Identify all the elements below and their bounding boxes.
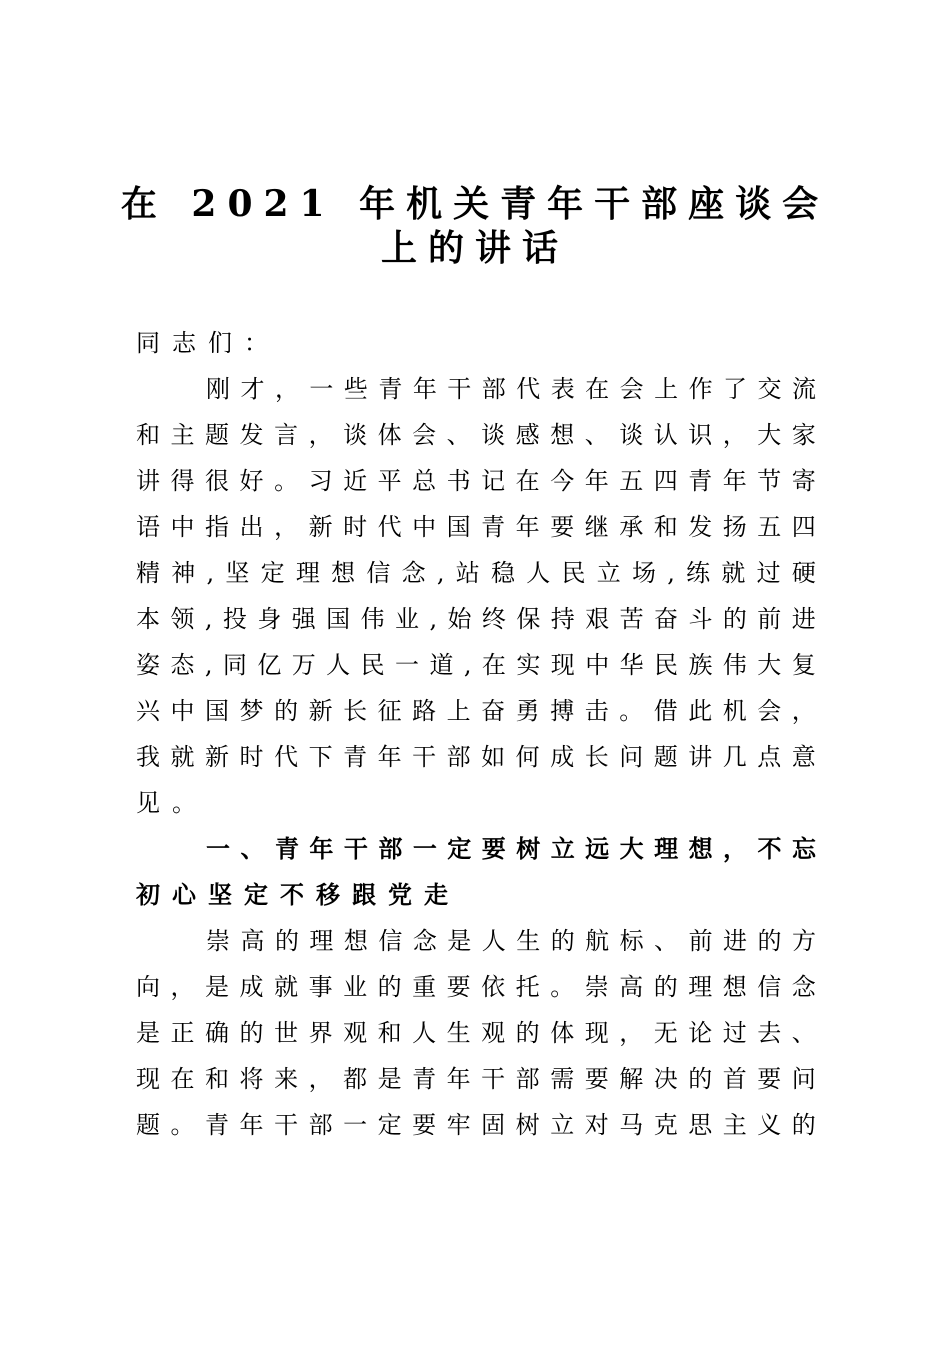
paragraph-line: 精 神 , 坚 定 理 想 信 念 , 站 稳 人 民 立 场 , 练 就 过 硬 bbox=[136, 559, 816, 587]
paragraph-line: 向 ， 是 成 就 事 业 的 重 要 依 托 。 崇 高 的 理 想 信 念 bbox=[136, 973, 816, 1001]
paragraph-line: 见 。 bbox=[136, 789, 196, 817]
paragraph-line: 姿 态 , 同 亿 万 人 民 一 道 , 在 实 现 中 华 民 族 伟 大 复 bbox=[136, 651, 816, 679]
paragraph-line: 是 正 确 的 世 界 观 和 人 生 观 的 体 现 ， 无 论 过 去 、 bbox=[136, 1019, 816, 1047]
section-heading-line: 一 、 青 年 干 部 一 定 要 树 立 远 大 理 想 ， 不 忘 bbox=[206, 835, 816, 863]
paragraph-line: 题 。 青 年 干 部 一 定 要 牢 固 树 立 对 马 克 思 主 义 的 bbox=[136, 1111, 816, 1139]
paragraph-line: 讲 得 很 好 。 习 近 平 总 书 记 在 今 年 五 四 青 年 节 寄 bbox=[136, 467, 816, 495]
document-title-line-2: 上的讲话 bbox=[380, 227, 569, 269]
paragraph-line: 刚 才 ， 一 些 青 年 干 部 代 表 在 会 上 作 了 交 流 bbox=[206, 375, 816, 403]
paragraph-line: 兴 中 国 梦 的 新 长 征 路 上 奋 勇 搏 击 。 借 此 机 会 ， bbox=[136, 697, 816, 725]
paragraph-line: 和 主 题 发 言 ， 谈 体 会 、 谈 感 想 、 谈 认 识 ， 大 家 bbox=[136, 421, 816, 449]
paragraph-line: 现 在 和 将 来 ， 都 是 青 年 干 部 需 要 解 决 的 首 要 问 bbox=[136, 1065, 816, 1093]
paragraph-line: 同 志 们 ： bbox=[136, 329, 268, 357]
paragraph-line: 我 就 新 时 代 下 青 年 干 部 如 何 成 长 问 题 讲 几 点 意 bbox=[136, 743, 816, 771]
section-heading-line: 初 心 坚 定 不 移 跟 党 走 bbox=[136, 881, 448, 909]
document-title-line-1: 在 2021 年机关青年干部座谈会 bbox=[120, 183, 830, 225]
paragraph-line: 语 中 指 出 ， 新 时 代 中 国 青 年 要 继 承 和 发 扬 五 四 bbox=[136, 513, 816, 541]
paragraph-line: 崇 高 的 理 想 信 念 是 人 生 的 航 标 、 前 进 的 方 bbox=[206, 927, 816, 955]
paragraph-line: 本 领 , 投 身 强 国 伟 业 , 始 终 保 持 艰 苦 奋 斗 的 前 进 bbox=[136, 605, 816, 633]
